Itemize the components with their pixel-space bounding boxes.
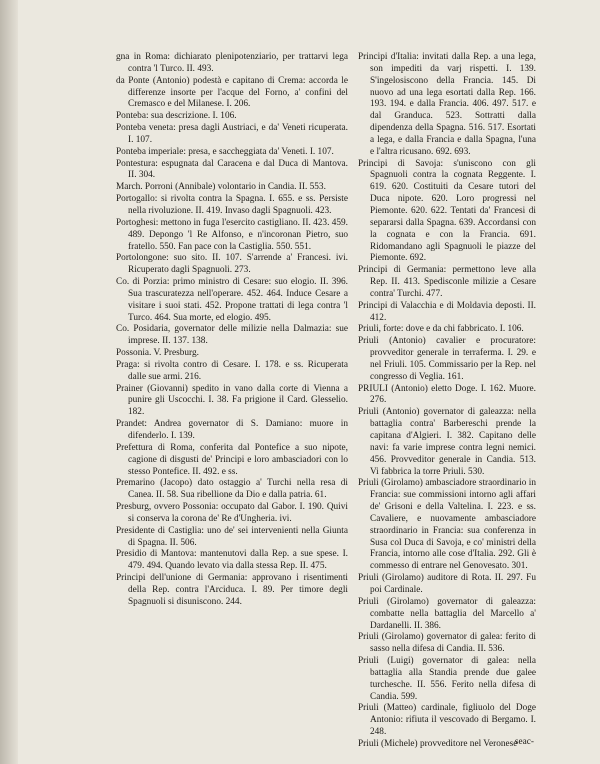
index-entry: Co. Posidaria, governator delle milizie nella Dalmazia: sue imprese. II. 137. 138. <box>116 324 348 347</box>
index-entry: Principi dell'unione di Germania: approvano i risentimenti della Rep. contra l'Arciduca. I. 89. Per timore degli Spagnuoli si disuniscono. 244. <box>116 573 348 607</box>
index-entry: Prainer (Giovanni) spedito in vano dalla corte di Vienna a punire gli Uscocchi. I. 38. Fa prigione il Card. Glesselio. 182. <box>116 383 348 418</box>
index-entry: PRIULI (Antonio) eletto Doge. I. 162. Muore. 276. <box>358 383 536 406</box>
index-entry: Priuli (Matteo) cardinale, figliuolo del Doge Antonio: rifiuta il vescovado di Bergamo. I. 248. <box>358 703 536 738</box>
index-entry: Principi di Savoja: s'uniscono con gli Spagnuoli contra la cognata Reggente. I. 619. 620. Costituiti da Cesare tutori del Duca nipote. 620. Loro progressi nel Piemonte. 620. 622. Tentati da' Francesi di separarsi dalla Spagna. 639. Accordansi con la cognata e con la Francia. 691. Ridomandano agli Spagnuoli le piazze del Piemonte. 692. <box>358 158 536 264</box>
index-entry: Priuli (Girolamo) governator di galea: ferito di sasso nella difesa di Candia. II. 536. <box>358 632 536 655</box>
index-entry: Prandet: Andrea governator di S. Damiano: muore in difenderlo. I. 139. <box>116 419 348 441</box>
index-entry: Presidio di Mantova: mantenutovi dalla Rep. a sue spese. I. 479. 494. Quando levato via dalla stessa Rep. II. 475. <box>116 549 348 572</box>
binding-shadow <box>0 0 18 764</box>
index-entry: Prefettura di Roma, conferita dal Pontefice a suo nipote, cagione di disgusti de' Principi e loro ambasciadori con lo stesso Pontefice. II. 492. e ss. <box>116 442 348 477</box>
index-entry: March. Porroni (Annibale) volontario in Candia. II. 553. <box>116 182 326 193</box>
index-entry: Principi di Germania: permettono leve alla Rep. II. 413. Spedisconle milizie a Cesare contra' Turchi. 477. <box>358 265 536 299</box>
index-entry: Portoghesi: mettono in fuga l'esercito castigliano. II. 423. 459. 489. Depongo 'l Re Alfonso, e n'incoronan Pietro, suo fratello. 550. Fan pace con la Castiglia. 550. 551. <box>116 217 348 252</box>
right-column <box>358 52 536 751</box>
index-entry: Ponteba: sua descrizione. I. 106. <box>116 111 237 122</box>
index-entry: Pontestura: espugnata dal Caracena e dal Duca di Mantova. II. 304. <box>116 158 348 181</box>
index-entry: da Ponte (Antonio) podestà e capitano di Crema: accorda le differenze insorte per l'acque del Forno, a' confini del Cremasco e del Milanese. I. 206. <box>116 75 348 110</box>
index-entry: Presidente di Castiglia: uno de' sei intervenienti nella Giunta di Spagna. II. 506. <box>116 525 348 548</box>
index-entry: Co. di Porzia: primo ministro di Cesare: suo elogio. II. 396. Sua trascuratezza nell'operare. 452. 464. Induce Cesare a visitare i suoi stati. 452. Propone trattati di lega contra 'l Turco. 464. Sua morte, ed elogio. 495. <box>116 277 348 323</box>
index-entry: Possonia. V. Presburg. <box>116 348 199 359</box>
index-entry: Ponteba imperiale: presa, e saccheggiata da' Veneti. I. 107. <box>116 146 334 157</box>
index-entry: Priuli (Girolamo) governator di galeazza: combatte nella battaglia del Marcello a' Dardanelli. II. 386. <box>358 596 536 631</box>
index-entry: gna in Roma: dichiarato plenipotenziario, per trattarvi lega contra 'l Turco. II. 493. <box>116 52 348 74</box>
index-entry: Priuli, forte: dove e da chi fabbricato. I. 106. <box>358 324 524 335</box>
index-entry: Priuli (Girolamo) ambasciadore straordinario in Francia: sue commissioni intorno agli affari de' Grisoni e della Valtelina. I. 223. e ss. Cavaliere, e nuovamente ambasciadore straordinario in Francia: sua conferenza in Susa col Duca di Savoja, e co' ministri della Francia, intorno alle cose d'Italia. 292. Gli è commesso di entrare nel Genovesato. 301. <box>358 478 536 572</box>
left-column <box>116 52 348 609</box>
catchword: seac- <box>514 737 534 747</box>
index-entry: Portogallo: si rivolta contra la Spagna. I. 655. e ss. Persiste nella rivoluzione. II. 419. Invaso dagli Spagnuoli. 423. <box>116 194 348 216</box>
index-entry: Premarino (Jacopo) dato ostaggio a' Turchi nella resa di Canea. II. 58. Sua ribellione da Dio e dalla patria. 61. <box>116 478 348 501</box>
index-entry: Priuli (Michele) provveditore nel Veronese <box>358 738 518 749</box>
index-entry: Ponteba veneta: presa dagli Austriaci, e da' Veneti ricuperata. I. 107. <box>116 123 348 145</box>
index-entry: Portolongone: suo sito. II. 107. S'arrende a' Francesi. ivi. Ricuperato dagli Spagnuoli. 273. <box>116 253 348 276</box>
index-entry: Principi d'Italia: invitati dalla Rep. a una lega, son impediti da varj rispetti. I. 139. S'ingelosiscono della Francia. 145. Di nuovo ad una lega esortati dalla Rep. 166. 193. 194. e dalla Francia. 406. 497. 517. e dal Granduca. 523. Sottratti dalla dipendenza della Spagna. 516. 517. Esortati a lega, e dalla Francia e dalla Spagna, l'una e l'altra ricusano. 692. 693. <box>358 52 536 157</box>
index-entry: Presburg, ovvero Possonia: occupato dal Gabor. I. 190. Quivi si conserva la corona de' Re d'Ungheria. ivi. <box>116 502 348 524</box>
index-entry: Priuli (Luigi) governator di galea: nella battaglia alla Standia prende due galee turchesche. II. 556. Ferito nella difesa di Candia. 599. <box>358 656 536 702</box>
index-entry: Principi di Valacchia e di Moldavia deposti. II. 412. <box>358 300 536 323</box>
index-entry: Praga: si rivolta contro di Cesare. I. 178. e ss. Ricuperata dalle sue armi. 216. <box>116 359 348 382</box>
index-entry: Priuli (Antonio) cavalier e procuratore: provveditor generale in terraferma. I. 29. e nel Friuli. 105. Commissario per la Rep. nel congresso di Veglia. 161. <box>358 336 536 382</box>
index-entry: Priuli (Girolamo) auditore di Rota. II. 297. Fu poi Cardinale. <box>358 573 536 595</box>
index-entry: Priuli (Antonio) governator di galeazza: nella battaglia contra' Barbereschi prende la capitana d'Algieri. I. 382. Capitano delle navi: fa varie imprese contra legni nemici. 456. Provveditor generale in Candia. 513. Vi fabbrica la torre Priuli. 530. <box>358 407 536 477</box>
